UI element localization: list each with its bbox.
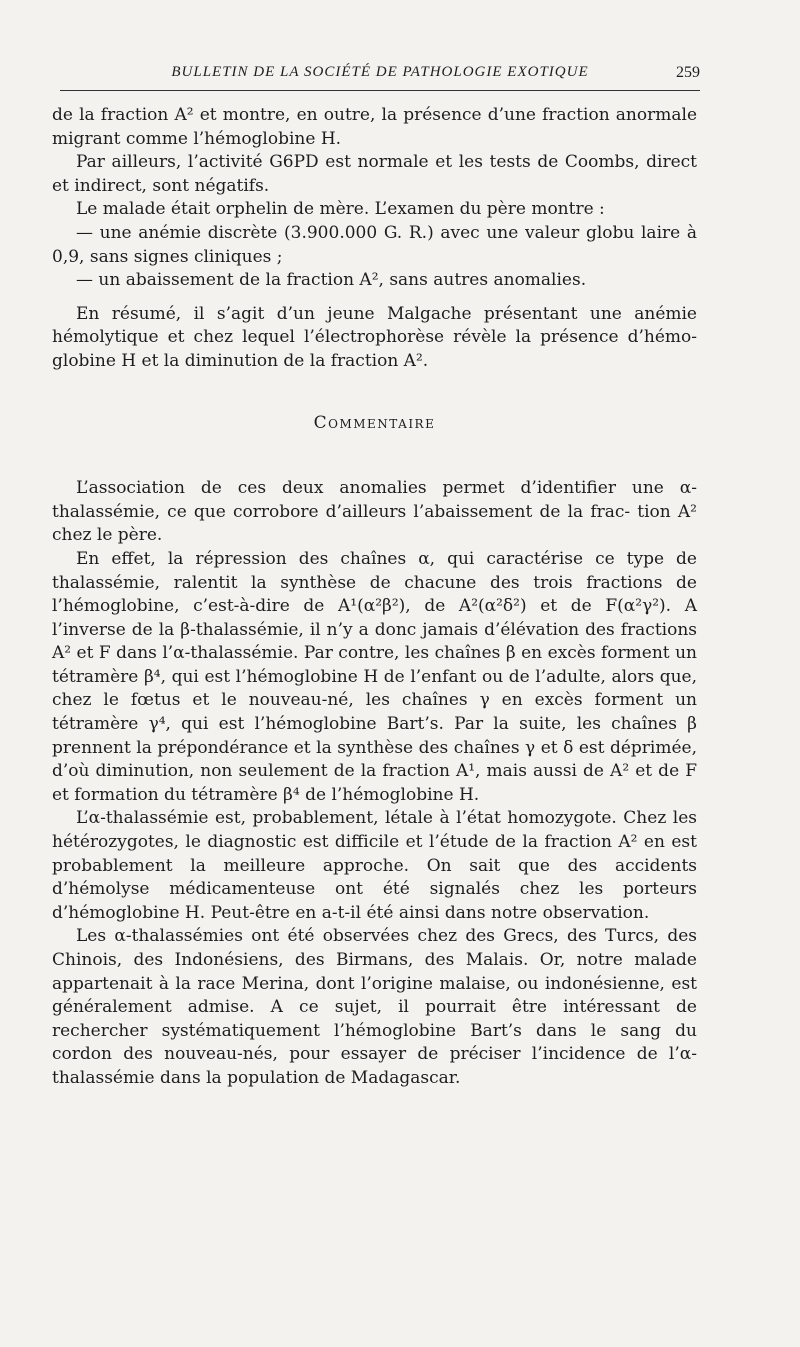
running-head: BULLETIN DE LA SOCIÉTÉ DE PATHOLOGIE EXOTIQUE [171,64,589,80]
paragraph: En résumé, il s’agit d’un jeune Malgache présentant une anémie hémolytique et chez lequel l’électrophorèse révèle la présence d’hémo- globine H et la diminution de la fraction A². [52,303,697,371]
article-body [52,104,697,1091]
paragraph: L’association de ces deux anomalies permet d’identifier une α-thalassémie, ce que corrobore d’ailleurs l’abaissement de la frac- tion A² chez le père. [52,478,697,546]
section-title: Commentaire [313,412,436,433]
paragraph: En effet, la répression des chaînes α, qui caractérise ce type de thalassémie, ralentit la synthèse de chacune des trois fractions de l’hémoglobine, c’est-à-dire de A¹(α²β²), de A²(α²δ²) et de F(α²γ²). A l’inverse de la β-thalassémie, il n’y a donc jamais d’élévation des fractions A² et F dans l’α-thalassémie. Par contre, les chaînes β en excès forment un tétramère β⁴, qui est l’hémoglobine H de l’enfant ou de l’adulte, alors que, chez le fœtus et le nouveau-né, les chaînes γ en excès forment un tétramère γ⁴, qui est l’hémoglobine Bart’s. Par la suite, les chaînes β prennent la prépondérance et la synthèse des chaînes γ et δ est déprimée, d’où diminution, non seulement de la fraction A¹, mais aussi de A² et de F et formation du tétramère β⁴ de l’hémoglobine H. [52,548,697,805]
page-header [60,60,700,91]
paragraph: de la fraction A² et montre, en outre, la présence d’une fraction anormale migrant comme l’hémoglobine H. [52,105,697,149]
paragraph: L’α-thalassémie est, probablement, létale à l’état homozygote. Chez les hétérozygotes, le diagnostic est difficile et l’étude de la fraction A² en est probablement la meilleure approche. On sait que des accidents d’hémolyse médicamenteuse ont été signalés chez les porteurs d’hémoglobine H. Peut-être en a-t-il été ainsi dans notre observation. [52,808,697,923]
paragraph: Le malade était orphelin de mère. L’examen du père montre : [76,199,605,220]
paragraph: Les α-thalassémies ont été observées chez des Grecs, des Turcs, des Chinois, des Indonésiens, des Birmans, des Malais. Or, notre malade appartenait à la race Merina, dont l’origine malaise, ou indonésienne, est généralement admise. A ce sujet, il pourrait être intéressant de rechercher systématiquement l’hémoglobine Bart’s dans le sang du cordon des nouveau-nés, pour essayer de préciser l’incidence de l’α-thalassémie dans la population de Madagascar. [52,926,697,1088]
paragraph: Par ailleurs, l’activité G6PD est normale et les tests de Coombs, direct et indirect, sont négatifs. [52,152,697,196]
list-item: — un abaissement de la fraction A², sans autres anomalies. [76,270,587,291]
list-item: — une anémie discrète (3.900.000 G. R.) avec une valeur globu laire à 0,9, sans signes cliniques ; [52,222,697,267]
page-number: 259 [676,64,700,81]
